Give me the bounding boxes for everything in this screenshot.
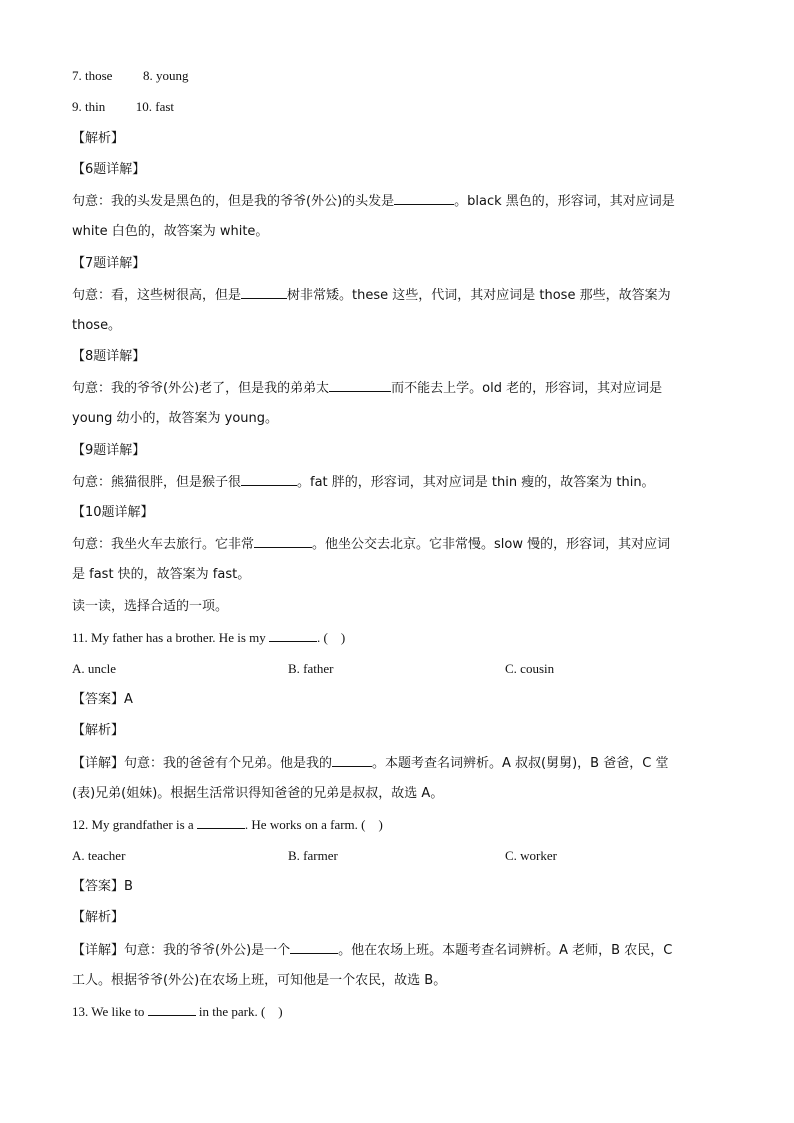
answer-blank: [241, 286, 287, 299]
q6-explanation-line2: white 白色的，故答案为 white。: [72, 224, 269, 239]
answer-blank: [254, 535, 312, 548]
q10-explanation-line1: 句意：我坐火车去旅行。它非常 。他坐公交去北京。它非常慢。slow 慢的，形容词，其对应词: [72, 537, 671, 552]
q10-explanation-line2: 是 fast 快的，故答案为 fast。: [72, 567, 251, 582]
q7-heading: 【7题详解】: [72, 256, 146, 271]
section-instruction: 读一读，选择合适的一项。: [72, 599, 229, 614]
q6-heading: 【6题详解】: [72, 162, 146, 177]
q12-answer: 【答案】B: [72, 879, 133, 894]
answer-line-7-8: [72, 66, 188, 86]
q9-heading: 【9题详解】: [72, 443, 146, 458]
analysis-heading: 【解析】: [72, 131, 125, 146]
answer-blank: [329, 379, 391, 392]
answer-7: 7. those: [72, 68, 113, 83]
question-13: 13. We like to in the park. ( ): [72, 1004, 283, 1019]
answer-blank: [332, 754, 372, 767]
q12-option-a: A. teacher: [72, 848, 126, 863]
answer-blank: [241, 473, 297, 486]
q12-detail-line2: 工人。根据爷爷(外公)在农场上班，可知他是一个农民，故选 B。: [72, 973, 447, 988]
question-12: 12. My grandfather is a . He works on a farm. ( ): [72, 817, 383, 832]
q11-detail-line2: (表)兄弟(姐妹)。根据生活常识得知爸爸的兄弟是叔叔，故选 A。: [72, 786, 444, 801]
q12-option-c: C. worker: [505, 848, 557, 863]
answer-blank: [290, 941, 338, 954]
answer-blank: [269, 629, 317, 642]
answer-blank: [148, 1003, 196, 1016]
q8-explanation-line1: 句意：我的爷爷(外公)老了，但是我的弟弟太 而不能去上学。old 老的，形容词，其对应词是: [72, 381, 663, 396]
q11-answer: 【答案】A: [72, 692, 133, 707]
answer-8: 8. young: [142, 68, 189, 83]
question-11: 11. My father has a brother. He is my . ( ): [72, 630, 346, 645]
q11-option-c: C. cousin: [505, 661, 555, 676]
q11-option-b: B. father: [288, 661, 334, 676]
answer-blank: [197, 816, 245, 829]
q12-option-b: B. farmer: [288, 848, 338, 863]
answer-10: 10. fast: [135, 99, 175, 114]
q7-explanation-line2: those。: [72, 318, 122, 333]
q9-explanation-line1: 句意：熊猫很胖，但是猴子很 。fat 胖的，形容词，其对应词是 thin 瘦的，故答案为 thin。: [72, 475, 655, 490]
q7-explanation-line1: 句意：看，这些树很高，但是 树非常矮。these 这些，代词，其对应词是 those 那些，故答案为: [72, 288, 671, 303]
answer-blank: [394, 192, 454, 205]
analysis-heading-2: 【解析】: [72, 723, 125, 738]
q11-detail-line1: 【详解】句意：我的爸爸有个兄弟。他是我的 。本题考查名词辨析。A 叔叔(舅舅)，B 爸爸，C 堂: [72, 756, 669, 771]
q6-explanation-line1: 句意：我的头发是黑色的，但是我的爷爷(外公)的头发是 。black 黑色的，形容词，其对应词是: [72, 194, 675, 209]
answer-9: 9. thin: [72, 99, 106, 114]
q11-option-a: A. uncle: [72, 661, 117, 676]
q8-explanation-line2: young 幼小的，故答案为 young。: [72, 411, 279, 426]
q10-heading: 【10题详解】: [72, 505, 154, 520]
q12-detail-line1: 【详解】句意：我的爷爷(外公)是一个 。他在农场上班。本题考查名词辨析。A 老师，B 农民，C: [72, 943, 673, 958]
q8-heading: 【8题详解】: [72, 349, 146, 364]
analysis-heading-3: 【解析】: [72, 910, 125, 925]
answer-line-9-10: [72, 97, 174, 117]
